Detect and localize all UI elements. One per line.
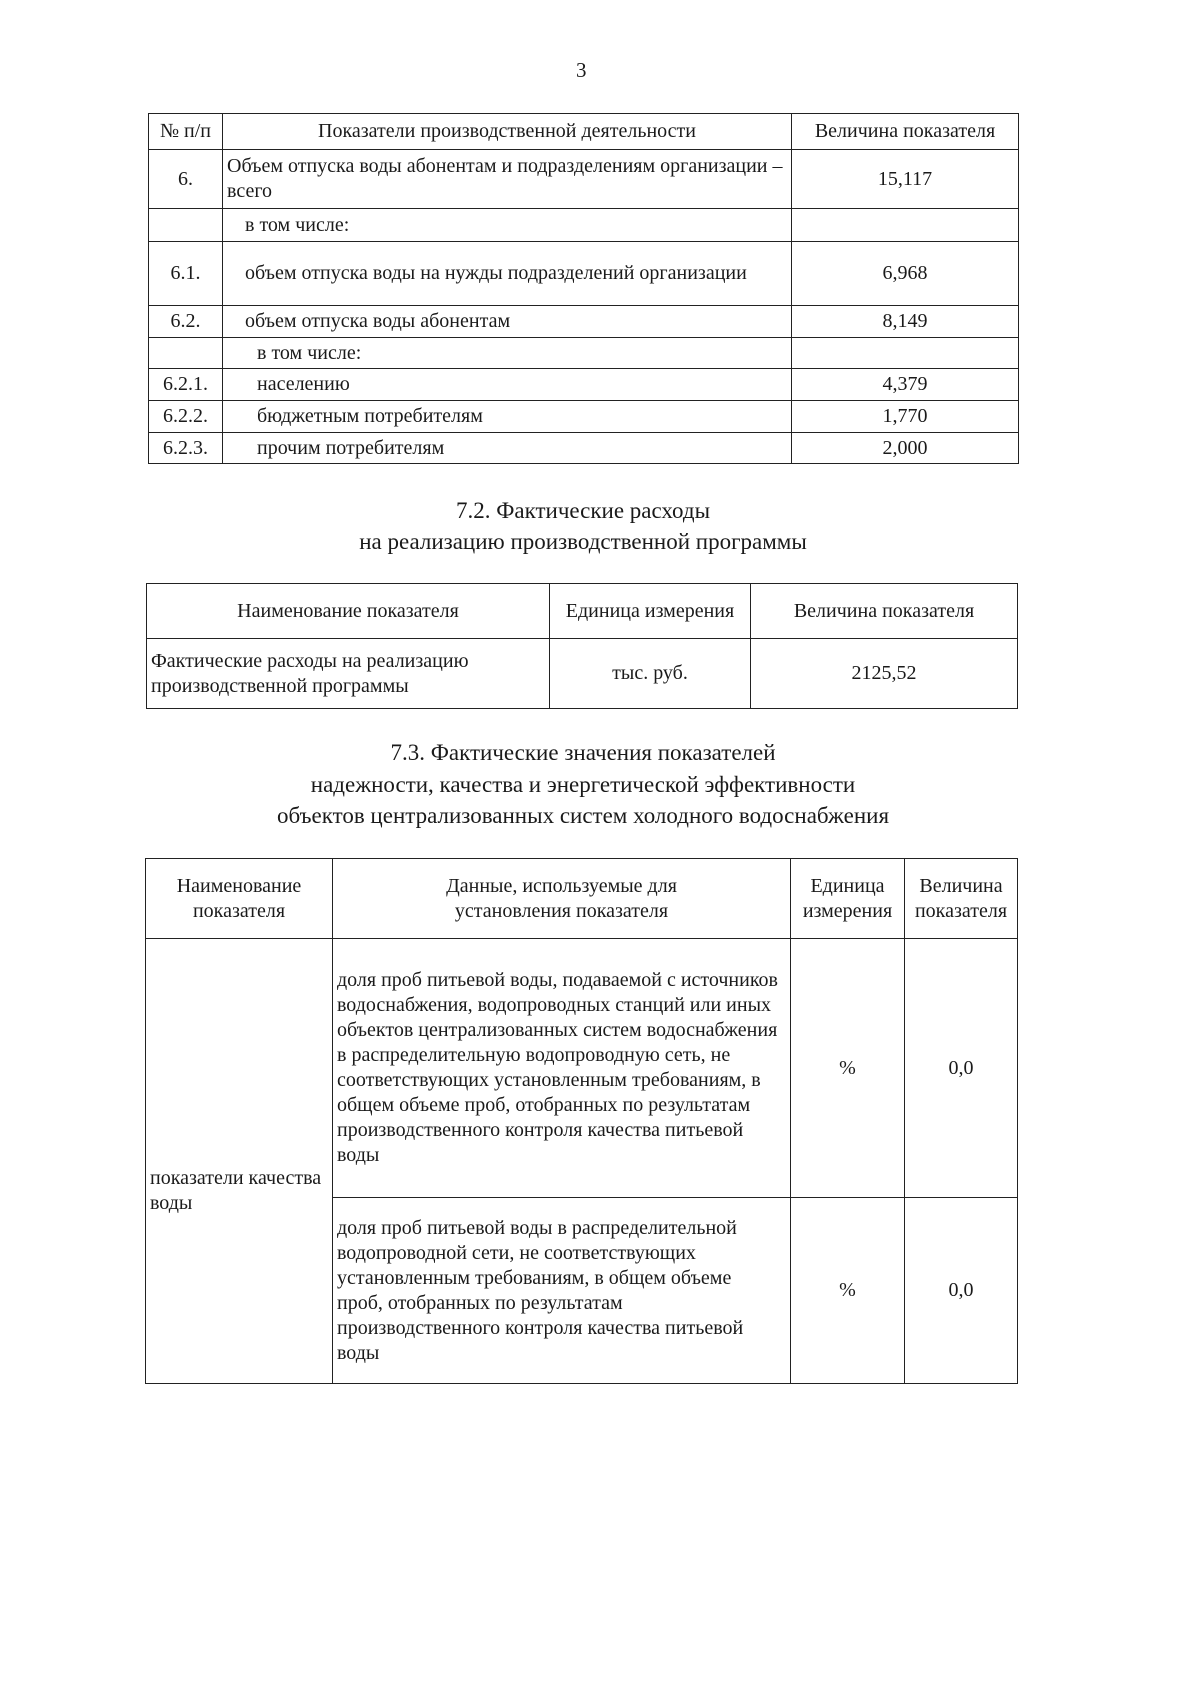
section-7-2-title-line1: 7.2. Фактические расходы <box>455 498 711 523</box>
row-num <box>149 338 223 369</box>
header-data: Данные, используемые для установления показателя <box>333 859 791 939</box>
header-indicator: Показатели производственной деятельности <box>223 114 792 150</box>
quality-indicators-table <box>145 858 1018 1384</box>
row-num: 6.2. <box>149 306 223 338</box>
row-num: 6. <box>149 150 223 209</box>
row-unit: тыс. руб. <box>550 639 751 709</box>
table-header-row <box>149 114 1019 150</box>
row-value: 6,968 <box>792 242 1019 306</box>
row-name: Объем отпуска воды абонентам и подразделениям организации – всего <box>223 150 792 209</box>
section-7-3-title-line1: 7.3. Фактические значения показателей <box>390 740 776 765</box>
row-data: доля проб питьевой воды в распределительной водопроводной сети, не соответствующих установленным требованиям, в общем объеме проб, отобранных по результатам производственного контроля качества питьевой воды <box>333 1198 791 1384</box>
table-header-row <box>146 859 1018 939</box>
row-name: прочим потребителям <box>223 433 792 464</box>
table-row <box>149 338 1019 369</box>
section-7-2-title-line2: на реализацию производственной программы <box>359 529 807 554</box>
group-name: показатели качества воды <box>146 939 333 1384</box>
header-num: № п/п <box>149 114 223 150</box>
table-row <box>149 209 1019 242</box>
header-unit: Единица измерения <box>791 859 905 939</box>
row-value <box>792 209 1019 242</box>
table-row <box>149 150 1019 209</box>
row-value: 0,0 <box>905 939 1018 1198</box>
row-value: 8,149 <box>792 306 1019 338</box>
header-value: Величина показателя <box>751 584 1018 639</box>
production-indicators-table <box>148 113 1019 464</box>
row-num: 6.2.2. <box>149 401 223 433</box>
table-row <box>149 401 1019 433</box>
table-row <box>147 639 1018 709</box>
row-value: 0,0 <box>905 1198 1018 1384</box>
row-unit: % <box>791 1198 905 1384</box>
header-value: Величина показателя <box>905 859 1018 939</box>
row-num: 6.1. <box>149 242 223 306</box>
row-name: объем отпуска воды на нужды подразделений организации <box>223 242 792 306</box>
page-number: 3 <box>576 58 587 82</box>
row-name: объем отпуска воды абонентам <box>223 306 792 338</box>
table-row <box>149 433 1019 464</box>
table-row <box>146 939 1018 1198</box>
row-value: 15,117 <box>792 150 1019 209</box>
actual-expenses-table <box>146 583 1018 709</box>
row-name: в том числе: <box>223 338 792 369</box>
header-value: Величина показателя <box>792 114 1019 150</box>
row-value <box>792 338 1019 369</box>
row-num: 6.2.1. <box>149 369 223 401</box>
row-name: в том числе: <box>223 209 792 242</box>
row-value: 2,000 <box>792 433 1019 464</box>
table-row <box>149 369 1019 401</box>
row-value: 1,770 <box>792 401 1019 433</box>
row-data: доля проб питьевой воды, подаваемой с источников водоснабжения, водопроводных станций или иных объектов централизованных систем водоснабжения в распределительную водопроводную сеть, не соответствующих установленным требованиям, в общем объеме проб, отобранных по результатам производственного контроля качества питьевой воды <box>333 939 791 1198</box>
section-7-3-title-line3: объектов централизованных систем холодного водоснабжения <box>276 803 890 828</box>
row-num <box>149 209 223 242</box>
row-name: населению <box>223 369 792 401</box>
header-name: Наименование показателя <box>146 859 333 939</box>
header-name: Наименование показателя <box>147 584 550 639</box>
row-num: 6.2.3. <box>149 433 223 464</box>
row-name: Фактические расходы на реализацию производственной программы <box>147 639 550 709</box>
row-name: бюджетным потребителям <box>223 401 792 433</box>
table-row <box>149 306 1019 338</box>
header-unit: Единица измерения <box>550 584 751 639</box>
table-row <box>149 242 1019 306</box>
row-value: 2125,52 <box>751 639 1018 709</box>
row-value: 4,379 <box>792 369 1019 401</box>
table-header-row <box>147 584 1018 639</box>
row-unit: % <box>791 939 905 1198</box>
section-7-3-title-line2: надежности, качества и энергетической эффективности <box>310 772 856 797</box>
